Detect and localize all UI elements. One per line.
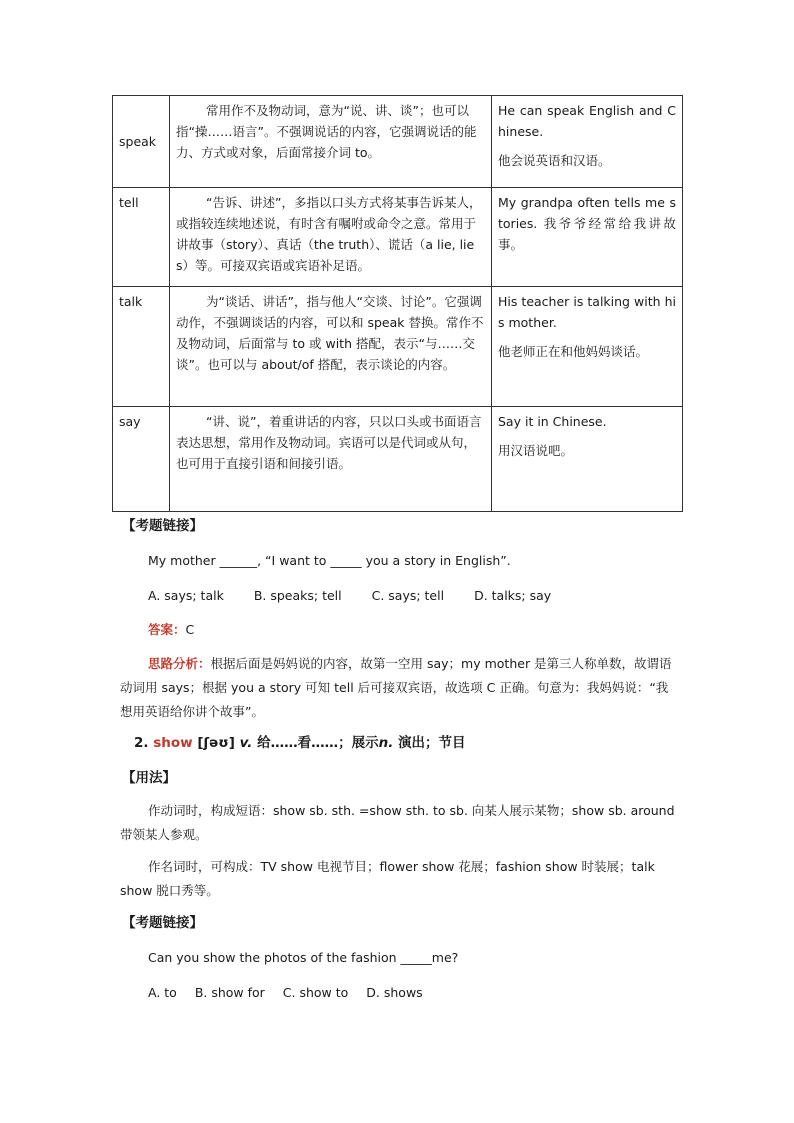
vocab-table <box>112 95 683 512</box>
question-2: Can you show the photos of the fashion _____me? <box>148 950 459 965</box>
example-en: His teacher is talking with his mother. <box>498 294 676 330</box>
table-row <box>113 287 683 407</box>
example-zh: 用汉语说吧。 <box>498 443 574 458</box>
entry-pos-noun: n. <box>378 735 394 751</box>
example-cell <box>492 287 683 407</box>
desc-cell <box>170 96 492 188</box>
word-talk: talk <box>119 294 143 309</box>
example-cell <box>492 96 683 188</box>
answer-line <box>148 618 688 642</box>
table-row <box>113 407 683 512</box>
word-speak: speak <box>119 134 157 149</box>
word-cell <box>113 287 170 407</box>
analysis-label: 思路分析： <box>148 656 211 671</box>
exam-link-heading-2: 【考题链接】 <box>122 915 203 931</box>
option-a: A. to <box>148 985 177 1000</box>
table-row <box>113 188 683 287</box>
example-en: Say it in Chinese. <box>498 414 607 429</box>
option-d: D. talks; say <box>474 588 552 603</box>
desc-cell <box>170 188 492 287</box>
desc-cell <box>170 407 492 512</box>
entry-pos-verb: v. <box>239 735 253 751</box>
desc-talk: 为“谈话、讲话”，指与他人“交谈、讨论”。它强调动作，不强调谈话的内容，可以和 speak 替换。常作不及物动词，后面常与 to 或 with 搭配，表示“与……交谈”。也可以与 about/of 搭配，表示谈论的内容。 <box>176 294 484 372</box>
example-cell <box>492 407 683 512</box>
option-b: B. speaks; tell <box>253 588 342 603</box>
example-cell <box>492 188 683 287</box>
usage-heading: 【用法】 <box>122 770 176 786</box>
desc-cell <box>170 287 492 407</box>
desc-tell: “告诉、讲述”，多指以口头方式将某事告诉某人，或指较连续地述说，有时含有嘱咐或命令之意。常用于讲故事（story）、真话（the truth）、谎话（a lie, lies）等。可接双宾语或宾语补足语。 <box>176 195 482 273</box>
entry-word: show <box>153 735 193 751</box>
example-en: My grandpa often tells me stories. 我爷爷经常给我讲故事。 <box>498 195 676 252</box>
desc-speak: 常用作不及物动词，意为“说、讲、谈”；也可以指“操……语言”。不强调说话的内容，它强调说话的能力、方式或对象，后面常接介词 to。 <box>176 103 477 160</box>
options-1 <box>148 584 688 608</box>
word-cell <box>113 407 170 512</box>
option-d: D. shows <box>366 985 423 1000</box>
option-a: A. says; talk <box>148 588 224 603</box>
analysis-text: 根据后面是妈妈说的内容，故第一空用 say；my mother 是第三人称单数，故谓语动词用 says；根据 you a story 可知 tell 后可接双宾语，故选项 C 正确。句意为：我妈妈说：“我想用英语给你讲个故事”。 <box>120 656 672 719</box>
question-1: My mother ______, “I want to _____ you a story in English”. <box>148 553 511 568</box>
analysis-paragraph <box>120 652 680 724</box>
example-zh: 他老师正在和他妈妈谈话。 <box>498 344 649 359</box>
entry-meaning-verb: 给……看……；展示 <box>257 735 379 751</box>
entry-heading <box>134 731 466 751</box>
answer-label: 答案： <box>148 622 186 637</box>
entry-meaning-noun: 演出；节目 <box>398 735 466 751</box>
word-tell: tell <box>119 195 139 210</box>
entry-phonetic: [ʃəʊ] <box>197 735 235 751</box>
usage-paragraph-2: 作名词时，可构成：TV show 电视节目；flower show 花展；fashion show 时装展；talk show 脱口秀等。 <box>120 859 655 898</box>
entry-number: 2. <box>134 735 149 751</box>
desc-say: “讲、说”，着重讲话的内容，只以口头或书面语言表达思想，常用作及物动词。宾语可以是代词或从句，也可用于直接引语和间接引语。 <box>176 414 482 471</box>
table-row <box>113 96 683 188</box>
usage-paragraph-1: 作动词时，构成短语：show sb. sth. =show sth. to sb. 向某人展示某物；show sb. around 带领某人参观。 <box>120 803 675 842</box>
word-cell <box>113 188 170 287</box>
option-c: C. says; tell <box>371 588 445 603</box>
options-2 <box>148 981 688 1005</box>
word-say: say <box>119 414 141 429</box>
option-b: B. show for <box>194 985 265 1000</box>
exam-link-heading: 【考题链接】 <box>122 518 203 534</box>
option-c: C. show to <box>282 985 349 1000</box>
answer-value: C <box>185 622 195 637</box>
example-zh: 他会说英语和汉语。 <box>498 153 611 168</box>
example-en: He can speak English and Chinese. <box>498 103 676 139</box>
word-cell <box>113 96 170 188</box>
